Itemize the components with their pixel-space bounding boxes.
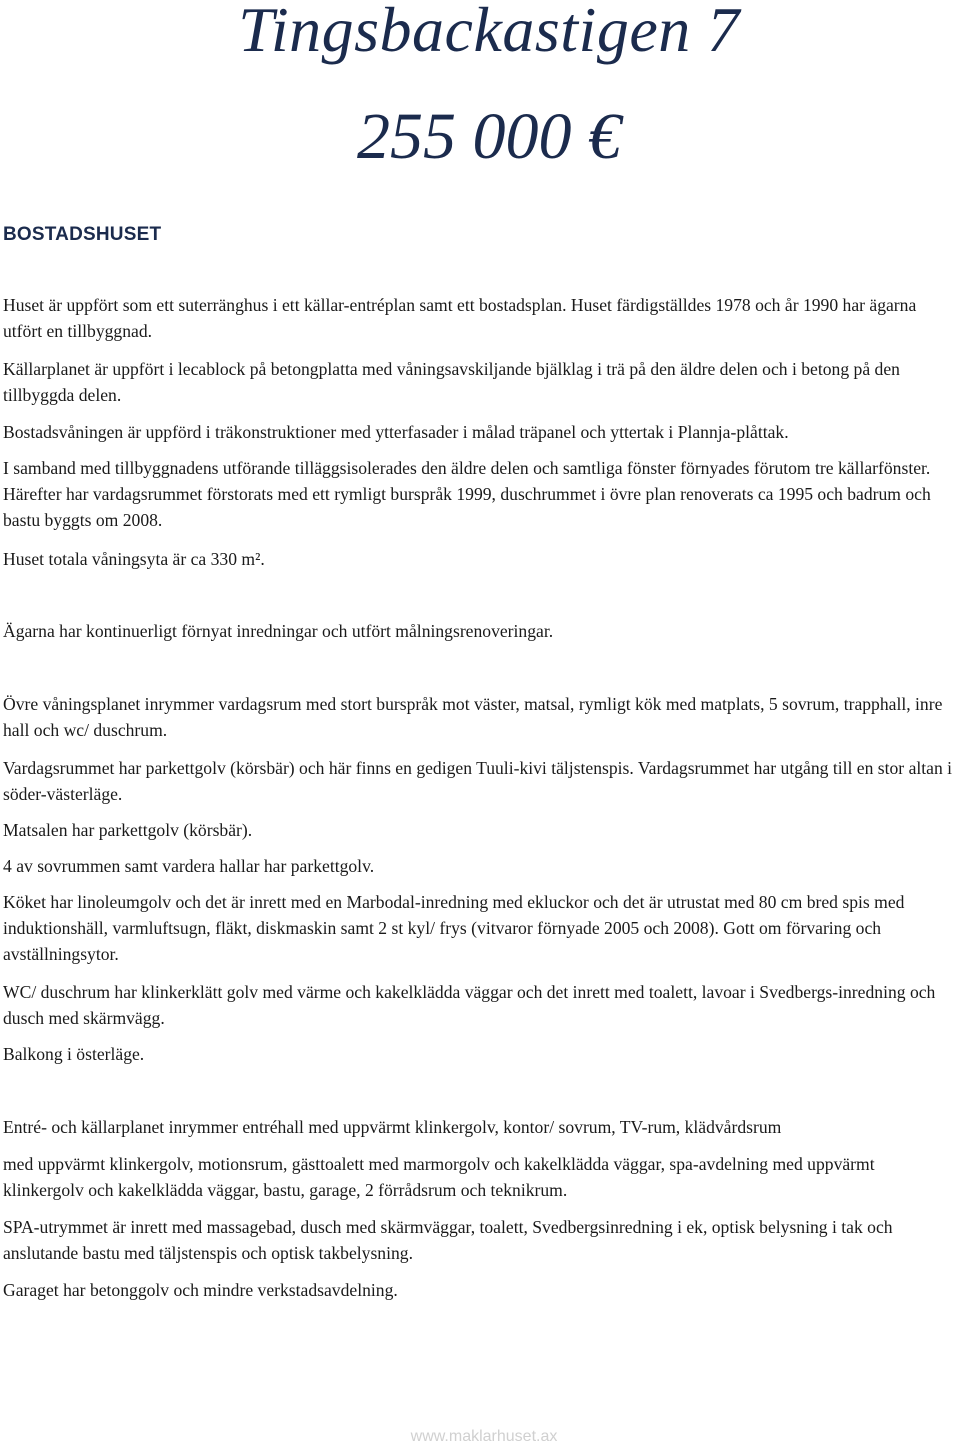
paragraph-entrance-rooms: med uppvärmt klinkergolv, motionsrum, gästtoalett med marmorgolv och kakelklädda väggar, spa-avdelning med uppvärmt klinkergolv och kakelklädda väggar, bastu, garage, 2 förrådsrum och teknikrum. bbox=[3, 1154, 875, 1200]
paragraph-kitchen: Köket har linoleumgolv och det är inrett med en Marbodal-inredning med ekluckor och det är utrustat med 80 cm bred spis med induktionshäll, varmluftsugn, fläkt, diskmaskin samt 2 st kyl/ frys (vitvaror förnyade 2005 och 2008). Gott om förvaring och avställningsytor. bbox=[3, 892, 905, 964]
paragraph-living-floor: Bostadsvåningen är uppförd i träkonstruktioner med ytterfasader i målad träpanel och yttertak i Plannja-plåttak. bbox=[3, 422, 789, 442]
property-title: Tingsbackastigen 7 bbox=[238, 0, 740, 65]
paragraph-extension: I samband med tillbyggnadens utförande tilläggsisolerades den äldre delen och samtliga fönster förnyades förutom tre källarfönster. Härefter har vardagsrummet förstorats med ett rymligt burspråk 1999, duschrummet i övre plan renoverats ca 1995 och badrum och bastu byggts om 2008. bbox=[3, 458, 931, 530]
paragraph-total-area: Huset totala våningsyta är ca 330 m². bbox=[3, 549, 265, 569]
paragraph-construction: Huset är uppfört som ett suterränghus i ett källar-entréplan samt ett bostadsplan. Huset färdigställdes 1978 och år 1990 har ägarna utfört en tillbyggnad. bbox=[3, 295, 917, 341]
paragraph-living-room: Vardagsrummet har parkettgolv (körsbär) och här finns en gedigen Tuuli-kivi täljstenspis. Vardagsrummet har utgång till en stor altan i söder-västerläge. bbox=[3, 758, 953, 804]
paragraph-balcony: Balkong i österläge. bbox=[3, 1044, 145, 1064]
paragraph-spa: SPA-utrymmet är inrett med massagebad, dusch med skärmväggar, toalett, Svedbergsinredning i ek, optisk belysning i tak och anslutande bastu med täljstenspis och optisk takbelysning. bbox=[3, 1217, 893, 1263]
property-price: 255 000 € bbox=[357, 100, 621, 173]
paragraph-garage: Garaget har betonggolv och mindre verkstadsavdelning. bbox=[3, 1280, 398, 1300]
paragraph-basement: Källarplanet är uppfört i lecablock på betongplatta med våningsavskiljande bjälklag i trä på den äldre delen och i betong på den tillbyggda delen. bbox=[3, 359, 900, 405]
paragraph-renovations: Ägarna har kontinuerligt förnyat inredningar och utfört målningsrenoveringar. bbox=[3, 621, 554, 641]
paragraph-wc-shower: WC/ duschrum har klinkerklätt golv med värme och kakelklädda väggar och det inrett med toalett, lavoar i Svedbergs-inredning och dusch med skärmvägg. bbox=[3, 982, 936, 1028]
paragraph-bedrooms: 4 av sovrummen samt vardera hallar har parkettgolv. bbox=[3, 856, 375, 876]
paragraph-dining-room: Matsalen har parkettgolv (körsbär). bbox=[3, 820, 253, 840]
section-heading: BOSTADSHUSET bbox=[3, 224, 162, 245]
paragraph-upper-floor: Övre våningsplanet inrymmer vardagsrum med stort burspråk mot väster, matsal, rymligt kök med matplats, 5 sovrum, trapphall, inre hall och wc/ duschrum. bbox=[3, 694, 943, 740]
footer-website-link[interactable]: www.maklarhuset.ax bbox=[410, 1428, 558, 1445]
paragraph-entrance-floor: Entré- och källarplanet inrymmer entréhall med uppvärmt klinkergolv, kontor/ sovrum, TV-rum, klädvårdsrum bbox=[3, 1117, 782, 1137]
